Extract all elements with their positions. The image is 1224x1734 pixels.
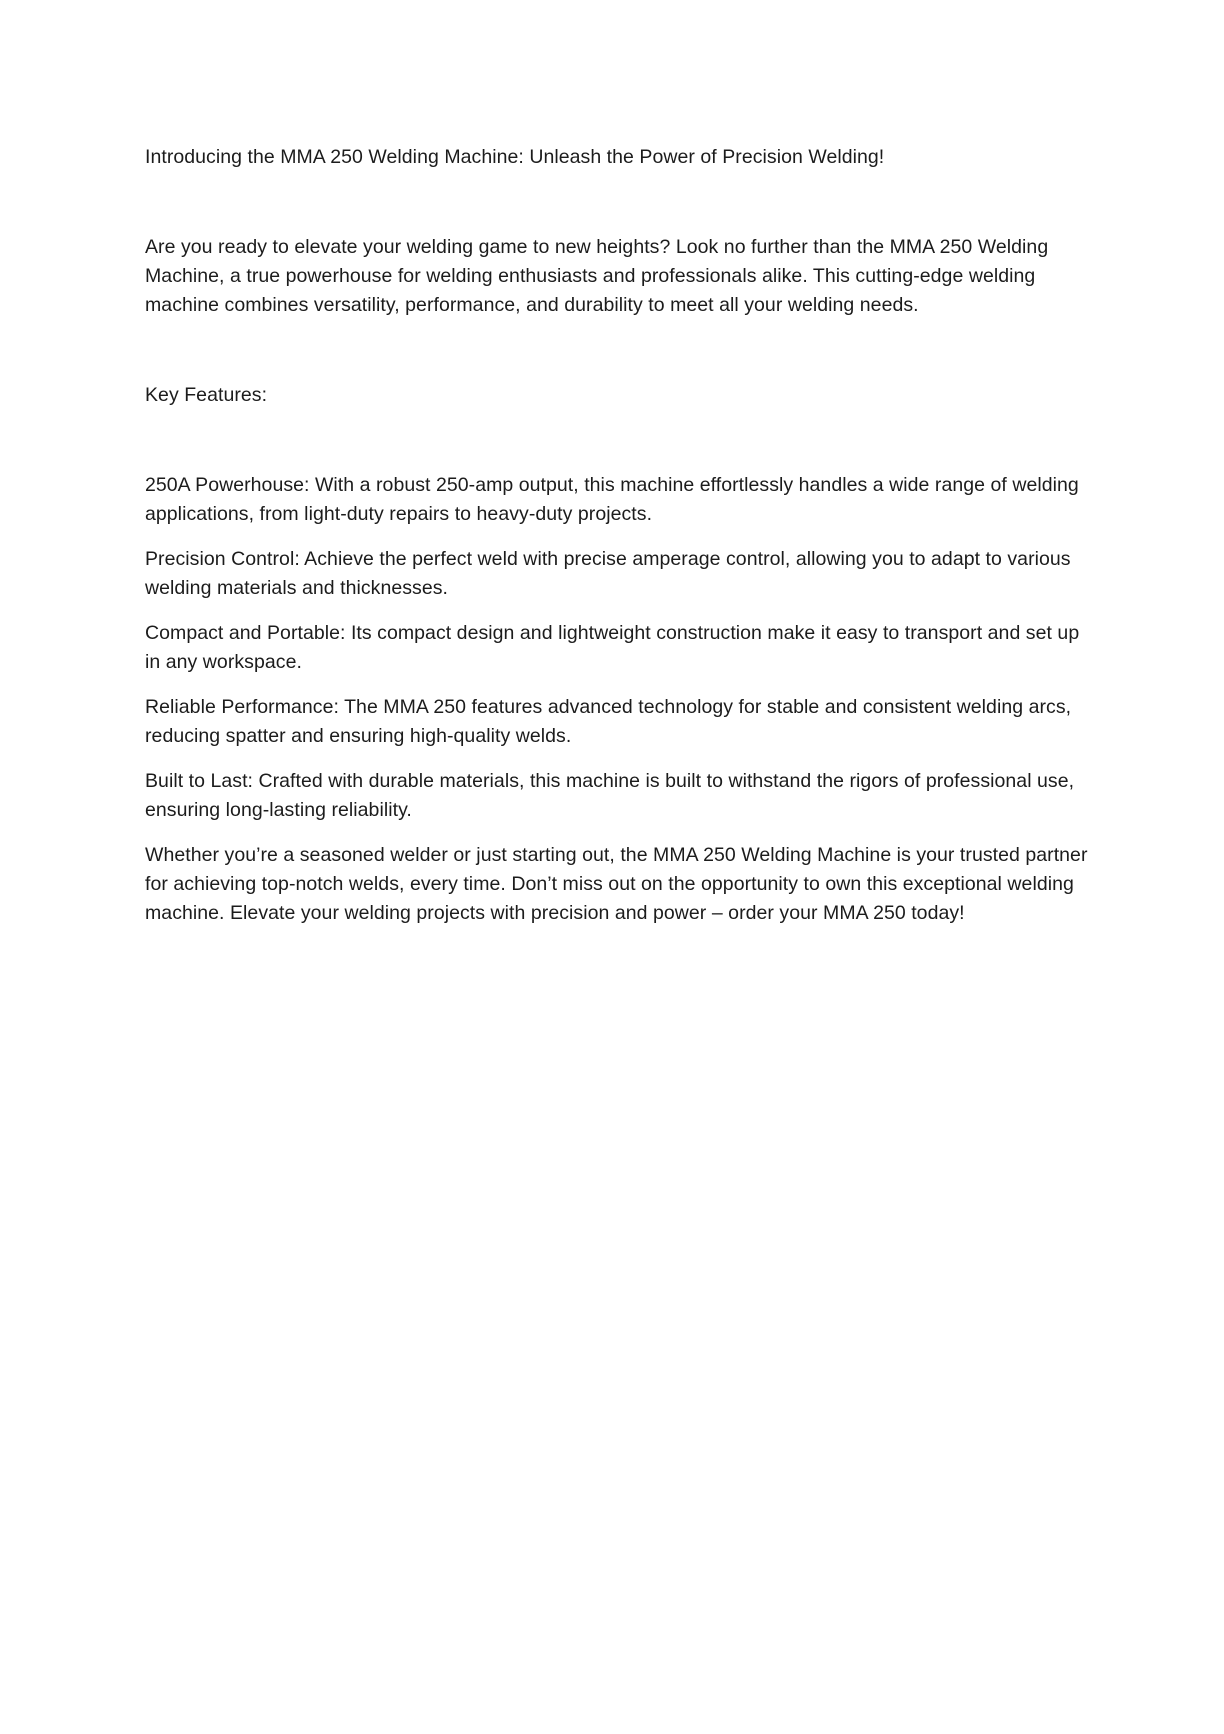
feature-paragraph-reliable-performance: Reliable Performance: The MMA 250 features advanced technology for stable and consistent welding arcs, reducing spatter and ensuring high-quality welds. <box>145 696 1072 747</box>
document-content <box>145 143 1090 928</box>
feature-paragraph-built-to-last: Built to Last: Crafted with durable materials, this machine is built to withstand the rigors of professional use, ensuring long-lasting reliability. <box>145 770 1075 821</box>
feature-paragraph-compact-portable: Compact and Portable: Its compact design and lightweight construction make it easy to transport and set up in any workspace. <box>145 622 1080 673</box>
closing-paragraph: Whether you’re a seasoned welder or just starting out, the MMA 250 Welding Machine is your trusted partner for achieving top-notch welds, every time. Don’t miss out on the opportunity to own this exceptional welding machine. Elevate your welding projects with precision and power – order your MMA 250 today! <box>145 844 1088 924</box>
intro-paragraph: Are you ready to elevate your welding game to new heights? Look no further than the MMA 250 Welding Machine, a true powerhouse for welding enthusiasts and professionals alike. This cutting-edge welding machine combines versatility, performance, and durability to meet all your welding needs. <box>145 236 1049 316</box>
feature-paragraph-powerhouse: 250A Powerhouse: With a robust 250-amp output, this machine effortlessly handles a wide range of welding applications, from light-duty repairs to heavy-duty projects. <box>145 474 1079 525</box>
feature-paragraph-precision-control: Precision Control: Achieve the perfect weld with precise amperage control, allowing you to adapt to various welding materials and thicknesses. <box>145 548 1071 599</box>
document-title: Introducing the MMA 250 Welding Machine: Unleash the Power of Precision Welding! <box>145 146 885 168</box>
key-features-heading: Key Features: <box>145 384 268 406</box>
